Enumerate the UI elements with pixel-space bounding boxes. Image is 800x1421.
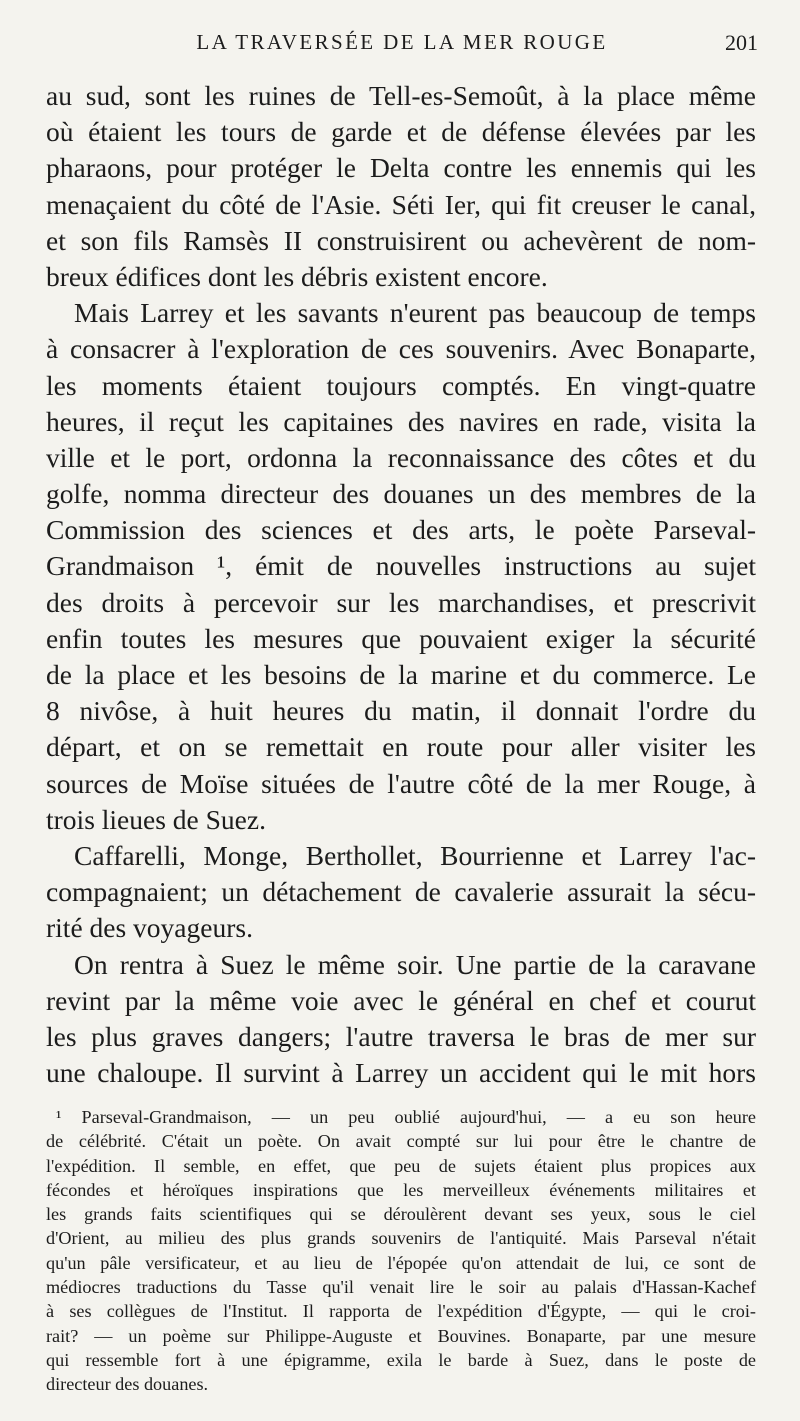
body-line: Mais Larrey et les savants n'eurent pas beaucoup de temps: [74, 297, 756, 329]
footnote: [46, 1105, 756, 1397]
body-line: ville et le port, ordonna la reconnaissance des côtes et du: [46, 441, 756, 473]
body-line: Commission des sciences et des arts, le poète Parseval-: [46, 514, 756, 546]
footnote-line: fécondes et héroïques inspirations que les merveilleux événements militaires et: [46, 1179, 756, 1200]
footnote-line: de célébrité. C'était un poète. On avait compté sur lui pour être le chantre de: [46, 1131, 756, 1152]
body-line: une chaloupe. Il survint à Larrey un accident qui le mit hors: [46, 1057, 756, 1089]
body-line: enfin toutes les mesures que pouvaient exiger la sécurité: [46, 622, 756, 654]
body-line: Caffarelli, Monge, Berthollet, Bourrienne et Larrey l'ac-: [74, 839, 756, 871]
body-line: les plus graves dangers; l'autre traversa le bras de mer sur: [46, 1020, 756, 1052]
footnote-line: directeur des douanes.: [46, 1374, 209, 1395]
body-line: rité des voyageurs.: [46, 912, 253, 944]
body-line: et son fils Ramsès II construisirent ou achevèrent de nom-: [46, 224, 756, 256]
body-line: On rentra à Suez le même soir. Une partie de la caravane: [74, 948, 756, 980]
body-line: compagnaient; un détachement de cavalerie assurait la sécu-: [46, 876, 756, 908]
footnote-line: à ses collègues de l'Institut. Il rapporta de l'expédition d'Égypte, — qui le croi-: [46, 1301, 756, 1322]
footnote-line: ¹ Parseval-Grandmaison, — un peu oublié aujourd'hui, — a eu son heure: [56, 1107, 756, 1127]
body-line: au sud, sont les ruines de Tell-es-Semoût, à la place même: [46, 80, 756, 111]
footnote-line: qui ressemble fort à une épigramme, exila le barde à Suez, dans le poste de: [46, 1349, 756, 1370]
page-number: 201: [725, 30, 758, 55]
body-line: des droits à percevoir sur les marchandises, et prescrivit: [46, 586, 756, 618]
body-line: départ, et on se remettait en route pour aller visiter les: [46, 731, 756, 763]
body-line: Grandmaison ¹, émit de nouvelles instructions au sujet: [46, 550, 756, 582]
body-line: trois lieues de Suez.: [46, 803, 266, 835]
footnote-line: rait? — un poème sur Philippe-Auguste et Bouvines. Bonaparte, par une mesure: [46, 1325, 756, 1346]
footnote-line: qu'un pâle versificateur, et au lieu de l'épopée qu'on attendait de lui, ce sont de: [46, 1252, 756, 1273]
body-text: [46, 78, 756, 1091]
body-line: à consacrer à l'exploration de ces souvenirs. Avec Bonaparte,: [46, 333, 756, 365]
body-line: 8 nivôse, à huit heures du matin, il donnait l'ordre du: [46, 695, 756, 727]
body-line: de la place et les besoins de la marine et du commerce. Le: [46, 659, 756, 690]
footnote-line: l'expédition. Il semble, en effet, que peu de sujets étaient plus propices aux: [46, 1155, 756, 1176]
body-line: breux édifices dont les débris existent encore.: [46, 260, 548, 292]
body-line: pharaons, pour protéger le Delta contre les ennemis qui les: [46, 152, 756, 184]
body-line: revint par la même voie avec le général en chef et courut: [46, 984, 756, 1016]
body-line: menaçaient du côté de l'Asie. Séti Ier, qui fit creuser le canal,: [46, 188, 756, 220]
footnote-line: les grands faits scientifiques qui se déroulèrent devant ses yeux, sous le ciel: [46, 1204, 756, 1225]
body-line: heures, il reçut les capitaines des navires en rade, visita la: [46, 405, 756, 437]
body-line: où étaient les tours de garde et de défense élevées par les: [46, 116, 756, 148]
body-line: les moments étaient toujours comptés. En vingt-quatre: [46, 369, 756, 401]
running-title: LA TRAVERSÉE DE LA MER ROUGE: [196, 30, 608, 54]
body-line: sources de Moïse situées de l'autre côté de la mer Rouge, à: [46, 767, 756, 799]
running-head: [46, 30, 758, 64]
body-line: golfe, nomma directeur des douanes un des membres de la: [46, 478, 756, 510]
footnote-line: d'Orient, au milieu des plus grands souvenirs de l'antiquité. Mais Parseval n'était: [46, 1228, 756, 1249]
footnote-line: médiocres traductions du Tasse qu'il venait lire le soir au palais d'Hassan-Kachef: [46, 1277, 756, 1298]
